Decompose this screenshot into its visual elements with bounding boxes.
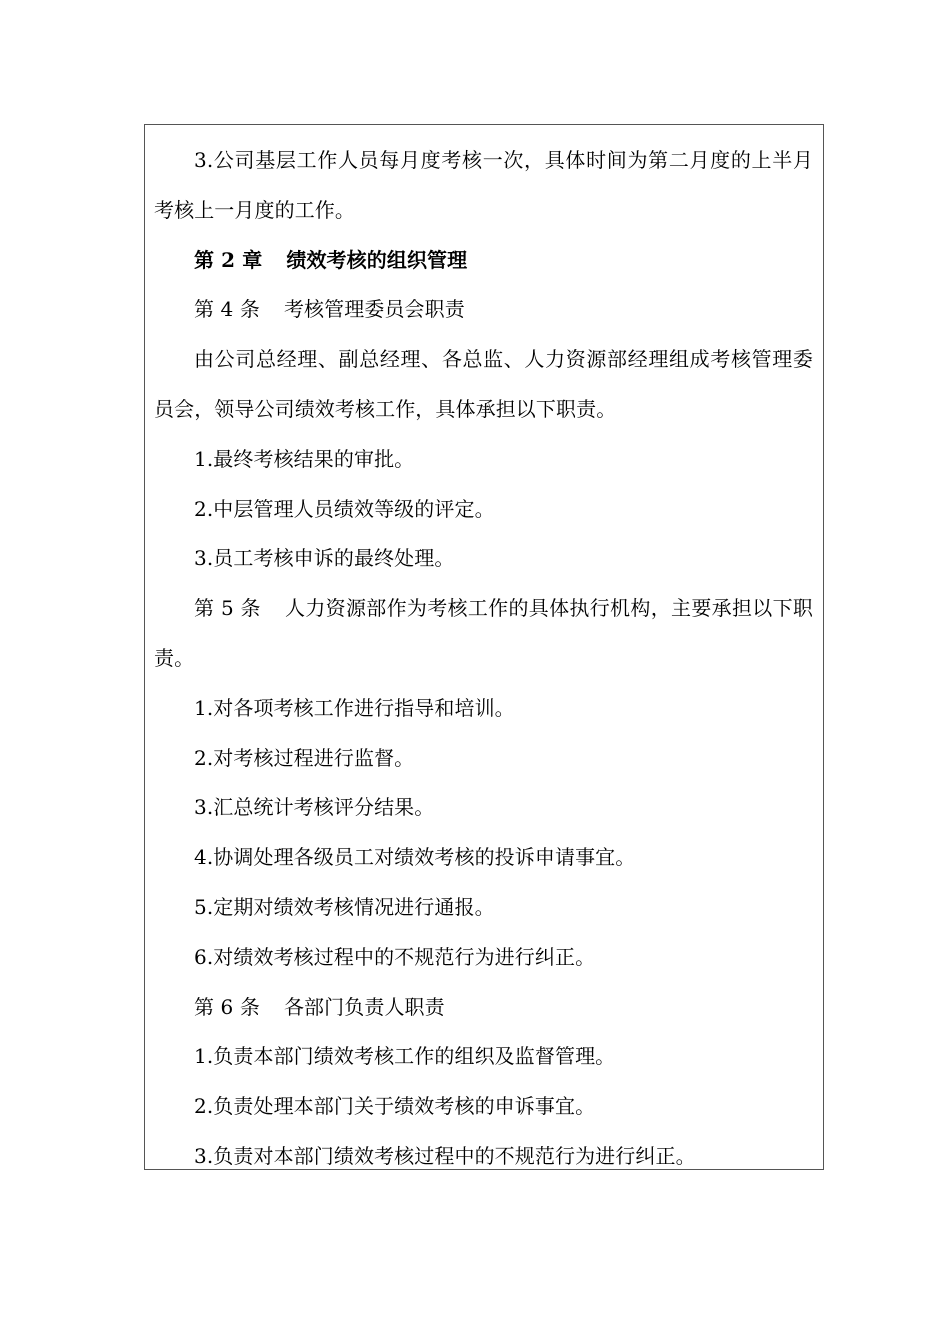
- paragraph-committee: 由公司总经理、副总经理、各总监、人力资源部经理组成考核管理委员会，领导公司绩效考核工作，具体承担以下职责。: [154, 347, 813, 421]
- article-5-heading: [154, 584, 813, 684]
- article-number: 第 6 条: [194, 994, 260, 1019]
- list-item: 3.负责对本部门绩效考核过程中的不规范行为进行纠正。: [194, 1143, 696, 1168]
- chapter-title: 绩效考核的组织管理: [286, 247, 468, 272]
- list-item: 4.协调处理各级员工对绩效考核的投诉申请事宜。: [194, 845, 636, 870]
- list-item: 3.员工考核申诉的最终处理。: [194, 546, 455, 571]
- list-item: 6.对绩效考核过程中的不规范行为进行纠正。: [194, 944, 596, 969]
- list-item: 3.汇总统计考核评分结果。: [194, 795, 435, 820]
- content-frame: [144, 124, 824, 1170]
- article-number: 第 5 条: [194, 596, 261, 621]
- chapter-heading: [154, 236, 813, 286]
- article-number: 第 4 条: [194, 297, 260, 322]
- list-item: 5.定期对绩效考核情况进行通报。: [194, 894, 495, 919]
- list-item: 1.对各项考核工作进行指导和培训。: [194, 695, 515, 720]
- article-4-heading: [154, 285, 813, 335]
- list-item: 1.负责本部门绩效考核工作的组织及监督管理。: [194, 1044, 616, 1069]
- article-title: 考核管理委员会职责: [283, 297, 465, 322]
- list-item: 2.对考核过程进行监督。: [194, 745, 415, 770]
- article-title: 各部门负责人职责: [283, 994, 445, 1019]
- chapter-number: 第 2 章: [194, 247, 263, 272]
- list-item: 2.负责处理本部门关于绩效考核的申诉事宜。: [194, 1094, 596, 1119]
- article-title: 人力资源部作为考核工作的具体执行机构，主要承担以下职责。: [154, 596, 813, 670]
- article-6-heading: [154, 983, 813, 1033]
- list-item: 2.中层管理人员绩效等级的评定。: [194, 496, 495, 521]
- list-item: 1.最终考核结果的审批。: [194, 446, 415, 471]
- paragraph-assessment-schedule: 3.公司基层工作人员每月度考核一次，具体时间为第二月度的上半月考核上一月度的工作。: [154, 148, 813, 222]
